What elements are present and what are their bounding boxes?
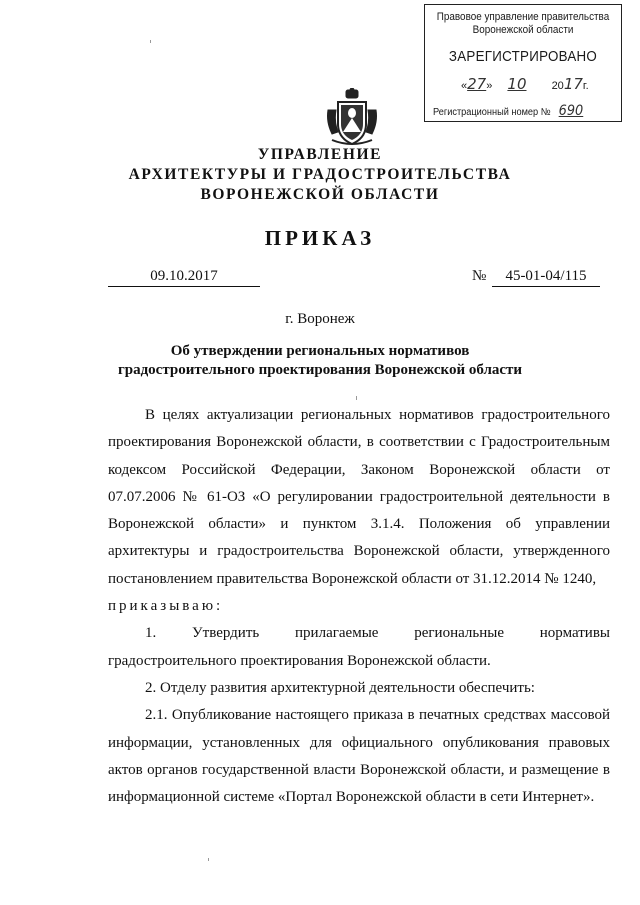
stamp-date-year-prefix: 20	[551, 80, 564, 92]
stamp-date-suffix: г.	[582, 80, 589, 92]
stamp-date-month: 10	[507, 75, 527, 93]
scan-mark	[208, 858, 209, 861]
stamp-org-line2: Воронежской области	[472, 24, 574, 36]
stamp-date-year: 17	[563, 75, 583, 93]
registration-stamp	[424, 4, 622, 122]
subject-line2: градостроительного проектирования Воронежской области	[117, 362, 523, 378]
document-type-title: ПРИКАЗ	[264, 226, 376, 250]
stamp-organization	[435, 11, 611, 37]
order-word: приказываю:	[108, 598, 224, 615]
document-city: г. Воронеж	[285, 311, 355, 327]
header-line3: ВОРОНЕЖСКОЙ ОБЛАСТИ	[200, 186, 440, 203]
item1-word: региональные	[414, 625, 504, 642]
item1-first-line	[108, 620, 610, 647]
voronezh-coat-of-arms-icon	[324, 88, 380, 148]
subject-line1: Об утверждении региональных нормативов	[170, 343, 470, 359]
stamp-org-line1: Правовое управление правительства	[436, 11, 610, 23]
item1-word: прилагаемые	[295, 625, 379, 642]
scan-mark	[150, 40, 151, 43]
item1-word: Утвердить	[192, 625, 260, 642]
document-date: 09.10.2017	[108, 268, 260, 287]
stamp-date-quote-close: »	[486, 80, 493, 92]
stamp-date	[461, 75, 589, 93]
stamp-date-quote-open: «	[461, 80, 468, 92]
stamp-reg-number-value: 690	[558, 103, 584, 119]
item2-1-paragraph: 2.1. Опубликование настоящего приказа в печатных средствах массовой информации, установленных для официального опубликования правовых актов органов государственной власти Воронежской области, и размещение в информационной системе «Портал Воронежской области в сети Интернет».	[108, 707, 610, 806]
document-number-label: №	[472, 268, 487, 284]
header-line2: АРХИТЕКТУРЫ И ГРАДОСТРОИТЕЛЬСТВА	[128, 166, 512, 183]
stamp-date-day: 27	[467, 75, 487, 93]
stamp-reg-number-label: Регистрационный номер №	[433, 107, 551, 118]
document-body	[108, 402, 610, 811]
item2-paragraph: 2. Отделу развития архитектурной деятельности обеспечить:	[145, 679, 535, 696]
scan-mark	[356, 396, 357, 400]
item1-word: нормативы	[539, 625, 610, 642]
stamp-registered-label: ЗАРЕГИСТРИРОВАНО	[448, 49, 598, 65]
stamp-reg-number	[433, 103, 583, 119]
document-number: 45-01-04/115	[492, 268, 600, 287]
item1-word: 1.	[145, 625, 157, 642]
item1-continuation: градостроительного проектирования Воронежской области.	[108, 652, 491, 669]
preamble-paragraph: В целях актуализации региональных нормативов градостроительного проектирования Воронежской области, в соответствии с Градостроительным кодексом Российской Федерации, Законом Воронежской области от 07.07.2006 № 61-ОЗ «О регулировании градостроительной деятельности в Воронежской области» и пунктом 3.1.4. Положения об управлении архитектуры и градостроительства Воронежской области, утвержденного постановлением правительства Воронежской области от 31.12.2014 № 1240,	[108, 407, 610, 587]
header-line1: УПРАВЛЕНИЕ	[257, 146, 383, 163]
